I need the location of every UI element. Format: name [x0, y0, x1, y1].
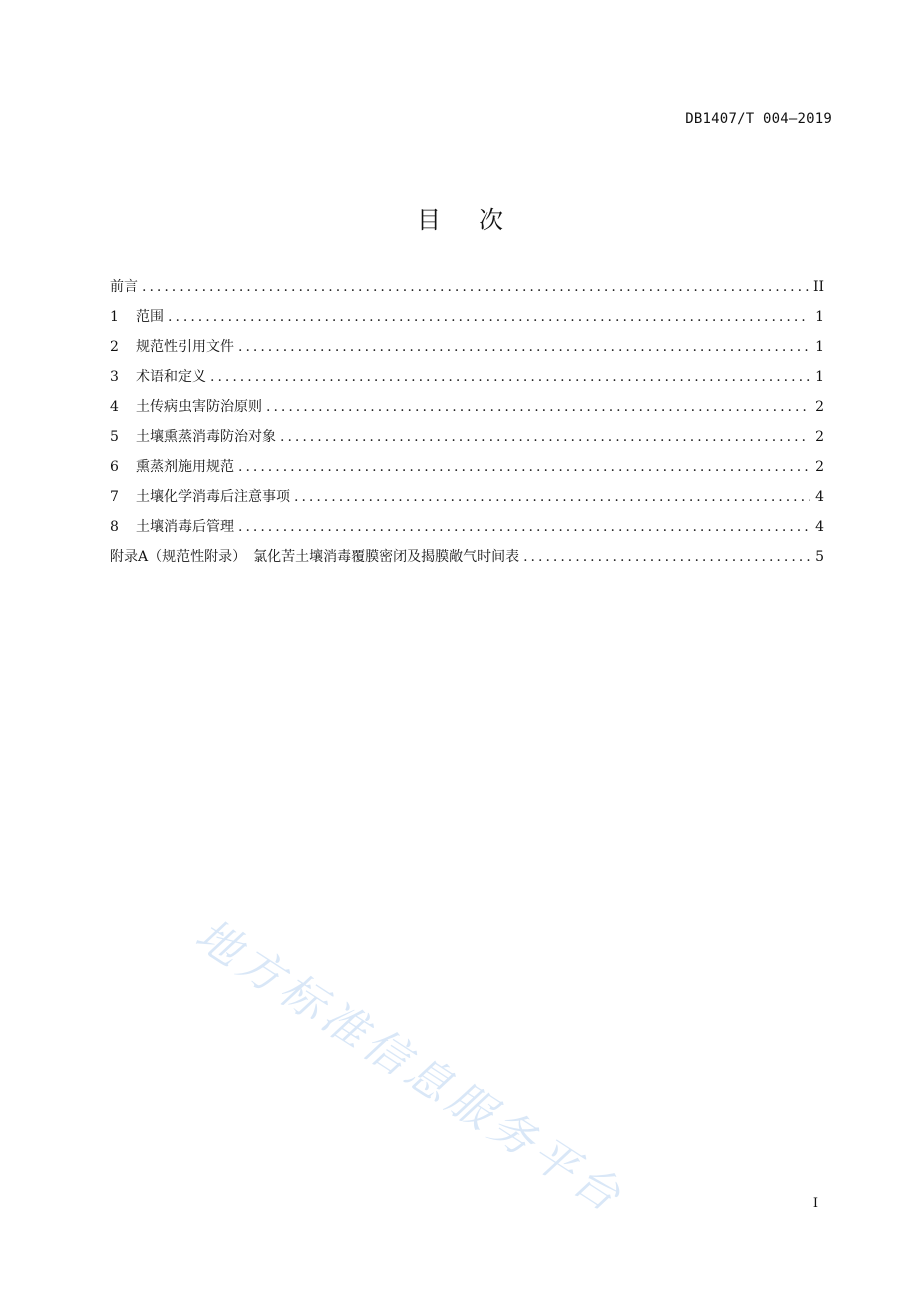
- toc-entry-title: 术语和定义: [136, 369, 206, 385]
- toc-entry-page: 1: [815, 309, 824, 325]
- toc-entry[interactable]: [110, 456, 824, 486]
- toc-entry-number: 3: [110, 369, 119, 385]
- toc-entry[interactable]: [110, 336, 824, 366]
- document-code: DB1407/T 004—2019: [685, 111, 832, 127]
- toc-entry-number: 2: [110, 339, 119, 355]
- toc-leader-dots: [294, 489, 810, 505]
- toc-entry-number: 7: [110, 489, 119, 505]
- toc-leader-dots: [238, 519, 810, 535]
- toc-entry[interactable]: [110, 516, 824, 546]
- toc-entry-number: 8: [110, 519, 119, 535]
- toc-entry-number: 5: [110, 429, 119, 445]
- toc-entry-number: 1: [110, 309, 119, 325]
- toc-leader-dots: [238, 339, 810, 355]
- toc-leader-dots: [266, 399, 810, 415]
- toc-entry-title: 附录A（规范性附录） 氯化苦土壤消毒覆膜密闭及揭膜敞气时间表: [110, 549, 520, 565]
- toc-entry-title: 前言: [110, 279, 138, 295]
- toc-leader-dots: [238, 459, 810, 475]
- toc-entry-page: 2: [815, 459, 824, 475]
- toc-entry[interactable]: [110, 426, 824, 456]
- toc-entry[interactable]: [110, 366, 824, 396]
- toc-entry-page: 1: [815, 339, 824, 355]
- toc-leader-dots: [210, 369, 810, 385]
- toc-entry[interactable]: [110, 306, 824, 336]
- toc-entry[interactable]: [110, 486, 824, 516]
- toc-entry-number: 6: [110, 459, 119, 475]
- toc-entry-title: 规范性引用文件: [136, 339, 234, 355]
- watermark-text: 地方标准信息服务平台: [186, 909, 634, 1225]
- toc-entry-title: 土壤消毒后管理: [136, 519, 234, 535]
- toc-title: 目次: [417, 206, 541, 234]
- toc-leader-dots: [168, 309, 810, 325]
- toc-entry-page: 5: [815, 549, 824, 565]
- toc-entry[interactable]: [110, 276, 824, 306]
- page-number: I: [812, 1196, 818, 1211]
- toc-entry-page: 2: [815, 399, 824, 415]
- toc-leader-dots: [280, 429, 810, 445]
- toc-entry-page: 4: [815, 519, 824, 535]
- toc-entry-page: 2: [815, 429, 824, 445]
- toc-entry[interactable]: [110, 546, 824, 576]
- table-of-contents: [110, 276, 824, 576]
- toc-entry-title: 熏蒸剂施用规范: [136, 459, 234, 475]
- toc-entry-title: 范围: [136, 309, 164, 325]
- toc-entry-page: 1: [815, 369, 824, 385]
- toc-leader-dots: [142, 279, 809, 295]
- toc-leader-dots: [523, 549, 810, 565]
- toc-entry-number: 4: [110, 399, 119, 415]
- toc-entry-page: 4: [815, 489, 824, 505]
- toc-entry-title: 土壤熏蒸消毒防治对象: [136, 429, 276, 445]
- toc-entry-title: 土壤化学消毒后注意事项: [136, 489, 290, 505]
- toc-entry-page: II: [812, 279, 824, 295]
- toc-entry-title: 土传病虫害防治原则: [136, 399, 262, 415]
- toc-entry[interactable]: [110, 396, 824, 426]
